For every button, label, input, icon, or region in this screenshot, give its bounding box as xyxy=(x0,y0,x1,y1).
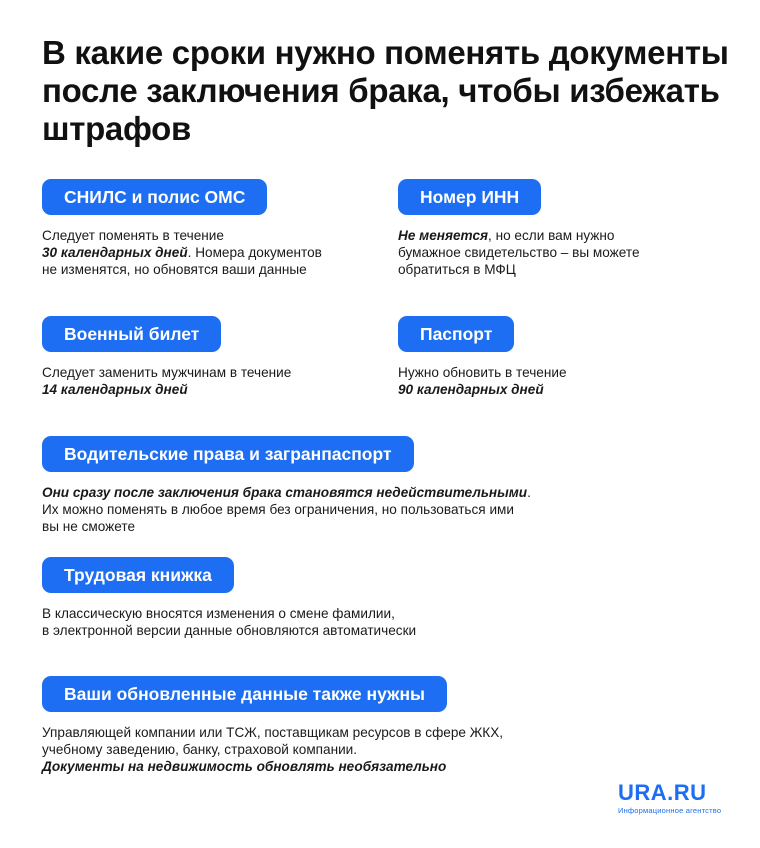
emphasis-text: Они сразу после заключения брака становятся недействительными xyxy=(42,485,528,500)
section-label: Ваши обновленные данные также нужны xyxy=(42,676,447,712)
section-label: Военный билет xyxy=(42,316,221,352)
text-line xyxy=(42,381,291,398)
section-label: Паспорт xyxy=(398,316,514,352)
text-line xyxy=(398,364,567,381)
emphasis-text: Документы на недвижимость обновлять необязательно xyxy=(42,759,447,774)
emphasis-text: 30 календарных дней xyxy=(42,245,188,260)
page-title: В какие сроки нужно поменять документы после заключения брака, чтобы избежать штрафов xyxy=(42,34,729,147)
text-line xyxy=(398,381,567,398)
section-text xyxy=(42,605,416,639)
text-line xyxy=(42,622,416,639)
section-text xyxy=(42,724,503,775)
body-text: В классическую вносятся изменения о смене фамилии, xyxy=(42,606,395,621)
text-line xyxy=(42,518,531,535)
body-text: Следует поменять в течение xyxy=(42,228,224,243)
body-text: учебному заведению, банку, страховой компании. xyxy=(42,742,358,757)
section-text xyxy=(398,364,567,398)
section-military-id xyxy=(42,316,291,398)
body-text: Их можно поменять в любое время без ограничения, но пользоваться ими xyxy=(42,502,514,517)
body-text: бумажное свидетельство – вы можете xyxy=(398,245,640,260)
section-text xyxy=(398,227,640,278)
text-line xyxy=(42,244,322,261)
section-driver-license-passport xyxy=(42,436,531,535)
text-line xyxy=(42,501,531,518)
section-label: Трудовая книжка xyxy=(42,557,234,593)
text-line xyxy=(42,605,416,622)
section-text xyxy=(42,484,531,535)
body-text: не изменятся, но обновятся ваши данные xyxy=(42,262,307,277)
body-text: Управляющей компании или ТСЖ, поставщикам ресурсов в сфере ЖКХ, xyxy=(42,725,504,740)
text-line xyxy=(42,227,322,244)
section-text xyxy=(42,364,291,398)
text-line xyxy=(42,724,503,741)
section-label: Номер ИНН xyxy=(398,179,541,215)
emphasis-text: 14 календарных дней xyxy=(42,382,188,397)
text-line xyxy=(398,227,640,244)
section-label: СНИЛС и полис ОМС xyxy=(42,179,267,215)
section-label: Водительские права и загранпаспорт xyxy=(42,436,414,472)
emphasis-text: Не меняется xyxy=(398,228,489,243)
body-text: Следует заменить мужчинам в течение xyxy=(42,365,292,380)
body-text: Нужно обновить в течение xyxy=(398,365,567,380)
text-line xyxy=(42,261,322,278)
section-text xyxy=(42,227,322,278)
section-other-data xyxy=(42,676,503,775)
ura-ru-logo xyxy=(618,782,721,816)
text-line xyxy=(42,364,291,381)
section-passport xyxy=(398,316,567,398)
text-line xyxy=(398,244,640,261)
body-text: , но если вам нужно xyxy=(488,228,615,243)
text-line xyxy=(398,261,640,278)
text-line xyxy=(42,758,503,775)
text-line xyxy=(42,741,503,758)
body-text: обратиться в МФЦ xyxy=(398,262,516,277)
emphasis-text: 90 календарных дней xyxy=(398,382,544,397)
section-snils-oms xyxy=(42,179,322,278)
body-text: . xyxy=(527,485,531,500)
body-text: . Номера документов xyxy=(187,245,322,260)
body-text: в электронной версии данные обновляются автоматически xyxy=(42,623,417,638)
logo-name: URA.RU xyxy=(618,780,707,805)
body-text: вы не сможете xyxy=(42,519,135,534)
logo-subtitle: Информационное агентство xyxy=(618,806,722,815)
section-inn xyxy=(398,179,640,278)
text-line xyxy=(42,484,531,501)
section-work-book xyxy=(42,557,416,639)
